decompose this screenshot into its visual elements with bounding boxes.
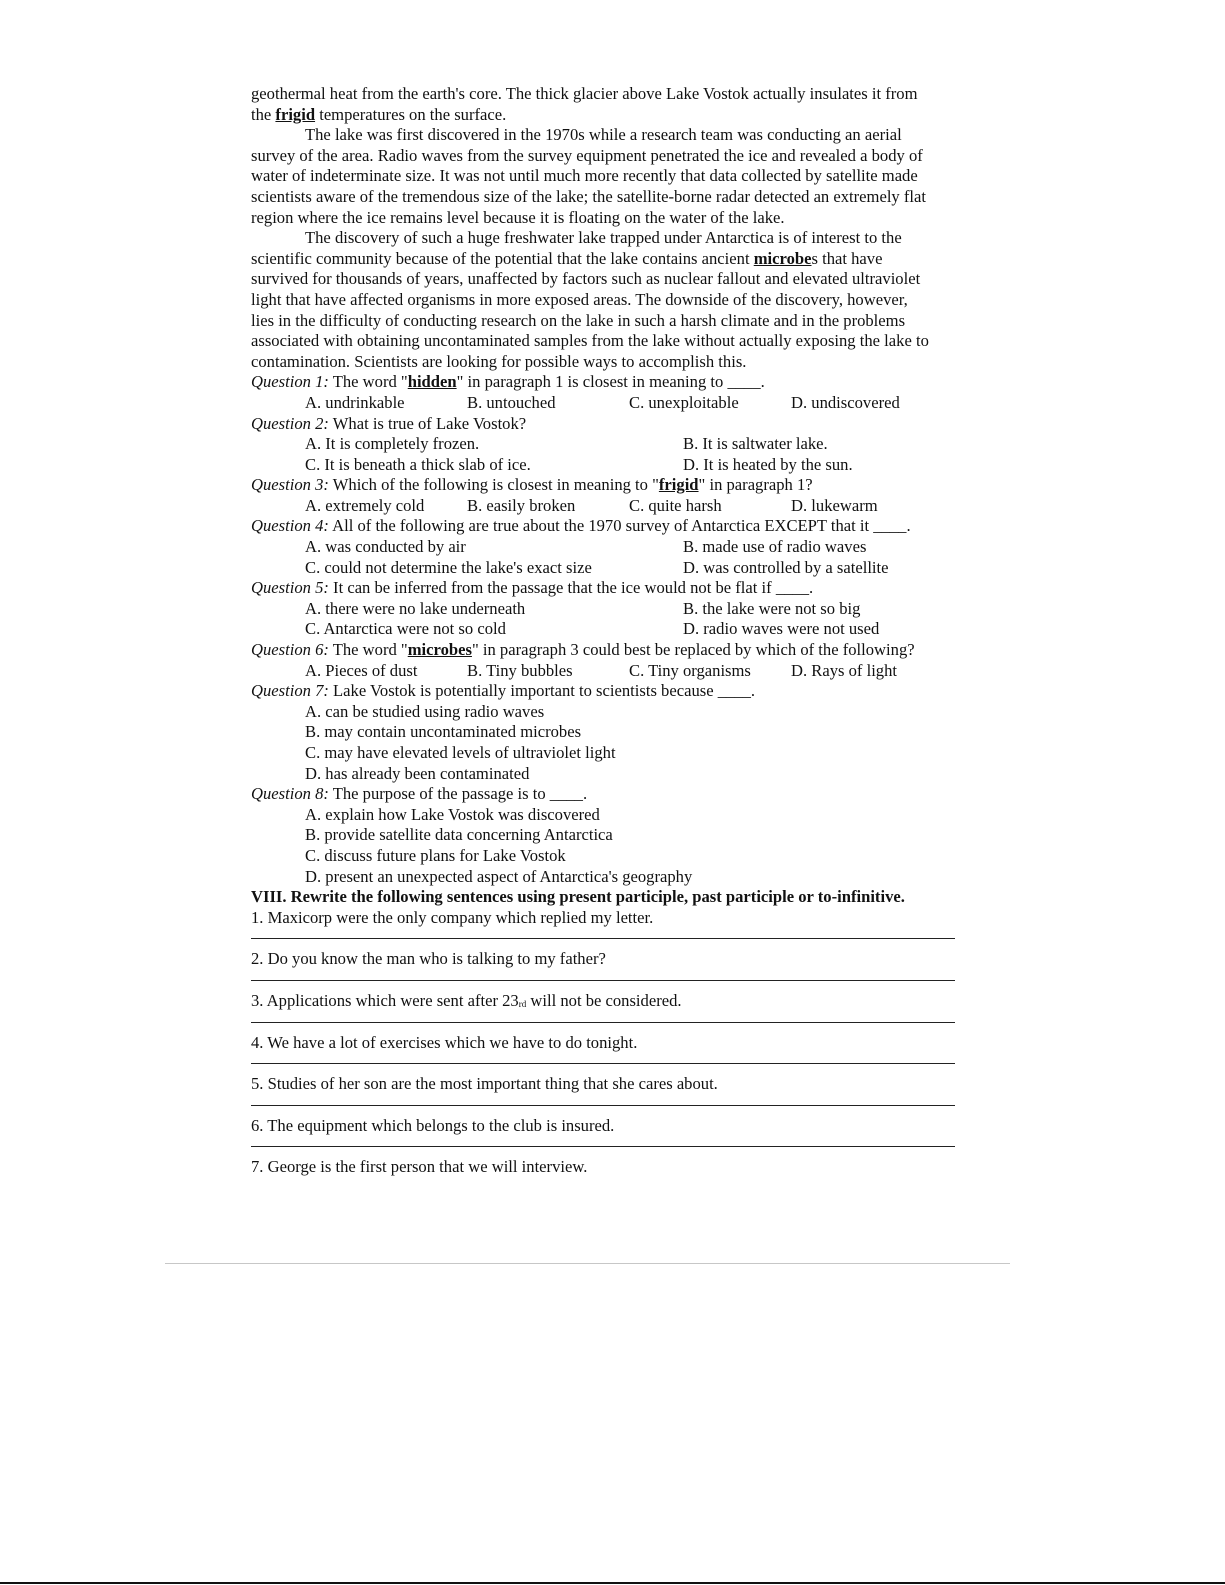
- question-1: [251, 372, 991, 393]
- question-8: [251, 784, 991, 805]
- passage-line: water of indeterminate size. It was not until much more recently that data collected by satellite made: [251, 166, 918, 186]
- option-b: B. the lake were not so big: [683, 598, 861, 618]
- question-3: [251, 475, 991, 496]
- section-heading: VIII. Rewrite the following sentences using present participle, past participle or to-infinitive.: [251, 887, 905, 907]
- rewrite-item-1: [251, 908, 991, 940]
- rewrite-sentence: 6. The equipment which belongs to the club is insured.: [251, 1115, 615, 1135]
- text: The word ": [328, 640, 408, 660]
- rewrite-item-4: [251, 1033, 991, 1065]
- option-b: B. It is saltwater lake.: [683, 434, 828, 454]
- text: What is true of Lake Vostok?: [328, 413, 527, 433]
- question-5-options: [251, 599, 991, 620]
- question-label: Question 2:: [251, 413, 329, 433]
- question-2-options: [251, 455, 991, 476]
- option-c: C. discuss future plans for Lake Vostok: [305, 845, 566, 865]
- rewrite-sentence: 5. Studies of her son are the most important thing that she cares about.: [251, 1074, 718, 1094]
- footer-divider: [165, 1263, 1010, 1264]
- passage-line: survived for thousands of years, unaffected by factors such as nuclear fallout and elevated ultraviolet: [251, 269, 921, 289]
- option-d: D. Rays of light: [791, 660, 898, 680]
- option-c: C. unexploitable: [629, 392, 739, 412]
- question-5-options: [251, 619, 991, 640]
- rewrite-sentence: [251, 991, 991, 1012]
- text: Lake Vostok is potentially important to scientists because ____.: [328, 681, 756, 701]
- rewrite-sentence: 2. Do you know the man who is talking to my father?: [251, 949, 606, 969]
- option-a: A. undrinkable: [305, 392, 405, 412]
- question-label: Question 7:: [251, 681, 329, 701]
- option-a: A. explain how Lake Vostok was discovered: [305, 804, 600, 824]
- vocab-word-frigid: frigid: [275, 104, 316, 124]
- answer-line[interactable]: [251, 1012, 955, 1023]
- option-b: B. untouched: [467, 392, 556, 412]
- question-label: Question 6:: [251, 640, 329, 660]
- question-6-options: [251, 661, 991, 682]
- option-c: C. may have elevated levels of ultraviolet light: [305, 743, 616, 762]
- text: " in paragraph 3 could best be replaced by which of the following?: [471, 640, 915, 660]
- text: will not be considered.: [526, 990, 682, 1010]
- option-b: B. Tiny bubbles: [467, 660, 573, 680]
- option-d: D. undiscovered: [791, 392, 900, 412]
- option-b: B. made use of radio waves: [683, 537, 867, 557]
- answer-line[interactable]: [251, 1095, 955, 1106]
- answer-line[interactable]: [251, 1053, 955, 1064]
- passage-line: associated with obtaining uncontaminated samples from the lake without actually exposing the lake to: [251, 331, 929, 351]
- text: 3. Applications which were sent after 23: [251, 990, 519, 1010]
- option-c: C. Antarctica were not so cold: [305, 619, 506, 639]
- option-c: C. quite harsh: [629, 495, 722, 515]
- option-a: A. Pieces of dust: [305, 660, 418, 680]
- rewrite-item-6: [251, 1116, 991, 1148]
- option-a: A. can be studied using radio waves: [305, 701, 545, 721]
- question-label: Question 1:: [251, 372, 329, 392]
- text: the: [251, 104, 276, 124]
- rewrite-item-3: [251, 991, 991, 1023]
- question-label: Question 8:: [251, 784, 329, 804]
- question-2: [251, 414, 991, 435]
- text: s that have: [811, 248, 883, 268]
- text: The purpose of the passage is to ____.: [328, 784, 588, 804]
- option-d: D. has already been contaminated: [305, 763, 530, 783]
- passage-line: light that have affected organisms in more exposed areas. The downside of the discovery, however,: [251, 289, 908, 309]
- option-a: A. there were no lake underneath: [305, 598, 526, 618]
- question-label: Question 4:: [251, 516, 329, 536]
- question-7: [251, 681, 991, 702]
- question-label: Question 3:: [251, 475, 329, 495]
- question-label: Question 5:: [251, 578, 329, 598]
- text: scientific community because of the potential that the lake contains ancient: [251, 248, 754, 268]
- passage-line: [251, 105, 991, 126]
- question-4: [251, 516, 991, 537]
- answer-line[interactable]: [251, 928, 955, 939]
- option-a: A. It is completely frozen.: [305, 434, 480, 454]
- passage-line: region where the ice remains level because it is floating on the water of the lake.: [251, 207, 785, 227]
- option-d: D. lukewarm: [791, 495, 878, 515]
- option-d: D. It is heated by the sun.: [683, 454, 853, 474]
- option-a: A. was conducted by air: [305, 537, 466, 557]
- option-c: C. Tiny organisms: [629, 660, 751, 680]
- passage-line: survey of the area. Radio waves from the survey equipment penetrated the ice and revealed a body of: [251, 145, 923, 165]
- vocab-word-microbes: microbes: [407, 640, 472, 660]
- passage-line: scientists aware of the tremendous size of the lake; the satellite-borne radar detected an extremely flat: [251, 186, 926, 206]
- question-3-options: [251, 496, 991, 517]
- question-6: [251, 640, 991, 661]
- worksheet-content: [251, 84, 991, 1178]
- rewrite-sentence: 7. George is the first person that we will interview.: [251, 1157, 588, 1177]
- text: The word ": [328, 372, 408, 392]
- text: temperatures on the surface.: [315, 104, 507, 124]
- answer-line[interactable]: [251, 970, 955, 981]
- text: All of the following are true about the 1970 survey of Antarctica EXCEPT that it ____.: [328, 516, 911, 536]
- passage-line: geothermal heat from the earth's core. The thick glacier above Lake Vostok actually insulates it from: [251, 84, 918, 103]
- text: " in paragraph 1 is closest in meaning to ____.: [456, 372, 765, 392]
- passage-line: contamination. Scientists are looking for possible ways to accomplish this.: [251, 351, 747, 371]
- option-d: D. present an unexpected aspect of Antarctica's geography: [305, 866, 693, 886]
- rewrite-item-5: [251, 1074, 991, 1106]
- option-b: B. provide satellite data concerning Antarctica: [305, 825, 613, 845]
- option-c: C. It is beneath a thick slab of ice.: [305, 454, 531, 474]
- rewrite-sentence: 4. We have a lot of exercises which we have to do tonight.: [251, 1032, 638, 1052]
- option-d: D. was controlled by a satellite: [683, 557, 889, 577]
- page-bottom-border: [0, 1582, 1225, 1584]
- passage-line: lies in the difficulty of conducting research on the lake in such a harsh climate and in the problems: [251, 310, 906, 330]
- passage-line: The lake was first discovered in the 1970s while a research team was conducting an aerial: [305, 125, 902, 145]
- text: It can be inferred from the passage that the ice would not be flat if ____.: [328, 578, 814, 598]
- answer-line[interactable]: [251, 1136, 955, 1147]
- passage-line: [251, 249, 991, 270]
- text: Which of the following is closest in meaning to ": [328, 475, 659, 495]
- option-a: A. extremely cold: [305, 495, 425, 515]
- option-d: D. radio waves were not used: [683, 619, 880, 639]
- question-4-options: [251, 537, 991, 558]
- vocab-word-frigid: frigid: [658, 475, 699, 495]
- question-1-options: [251, 393, 991, 414]
- option-c: C. could not determine the lake's exact size: [305, 557, 592, 577]
- question-5: [251, 578, 991, 599]
- rewrite-sentence: 1. Maxicorp were the only company which replied my letter.: [251, 907, 654, 927]
- option-b: B. easily broken: [467, 495, 576, 515]
- question-2-options: [251, 434, 991, 455]
- text: " in paragraph 1?: [698, 475, 813, 495]
- vocab-word-hidden: hidden: [407, 372, 457, 392]
- ordinal-suffix: rd: [518, 998, 527, 1009]
- option-b: B. may contain uncontaminated microbes: [305, 722, 582, 742]
- passage-line: The discovery of such a huge freshwater lake trapped under Antarctica is of interest to the: [305, 228, 902, 248]
- rewrite-item-7: [251, 1157, 991, 1178]
- vocab-word-microbes: microbe: [753, 248, 812, 268]
- question-4-options: [251, 558, 991, 579]
- rewrite-item-2: [251, 949, 991, 981]
